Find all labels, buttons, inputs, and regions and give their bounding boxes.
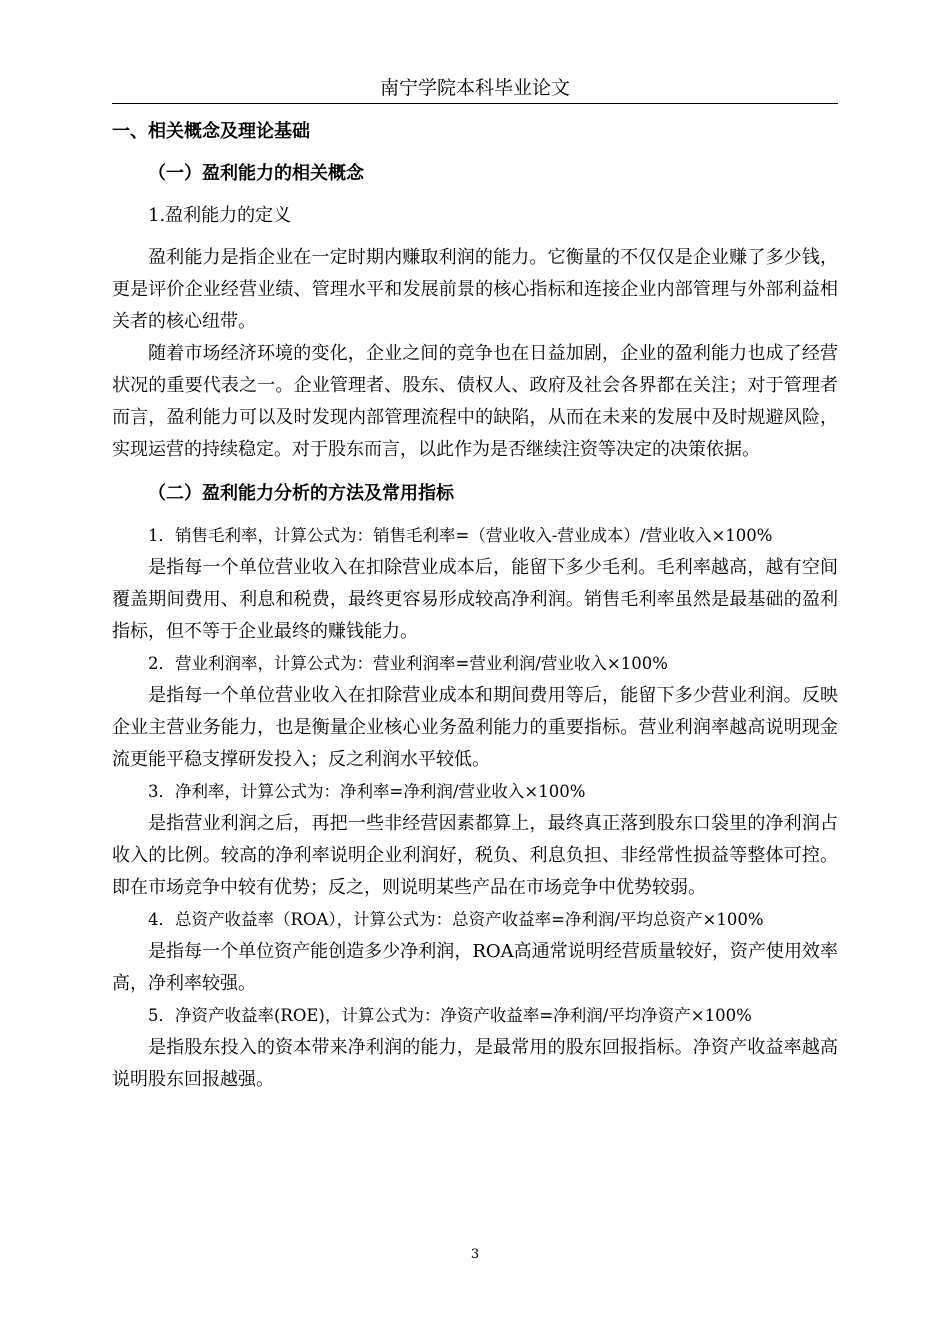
subsection-heading-1: （一）盈利能力的相关概念 (148, 163, 364, 184)
page-number: 3 (470, 1247, 480, 1262)
indicator-formula-5: 5．净资产收益率(ROE)，计算公式为：净资产收益率=净利润/平均净资产×100% (148, 1006, 752, 1025)
document-body (112, 116, 838, 1096)
indicator-desc-2: 是指每一个单位营业收入在扣除营业成本和期间费用等后，能留下多少营业利润。反映企业主营业务能力，也是衡量企业核心业务盈利能力的重要指标。营业利润率越高说明现金流更能平稳支撑研发投入；反之利润水平较低。 (112, 685, 838, 770)
header-rule (112, 103, 838, 104)
subsection-heading-2: （二）盈利能力分析的方法及常用指标 (148, 483, 454, 504)
paragraph-definition: 盈利能力是指企业在一定时期内赚取利润的能力。它衡量的不仅仅是企业赚了多少钱，更是评价企业经营业绩、管理水平和发展前景的核心指标和连接企业内部管理与外部利益相关者的核心纽带。 (112, 247, 838, 332)
indicator-formula-3: 3．净利率，计算公式为：净利率=净利润/营业收入×100% (148, 782, 586, 801)
paragraph-context: 随着市场经济环境的变化，企业之间的竞争也在日益加剧，企业的盈利能力也成了经营状况的重要代表之一。企业管理者、股东、债权人、政府及社会各界都在关注；对于管理者而言，盈利能力可以及时发现内部管理流程中的缺陷，从而在未来的发展中及时规避风险，实现运营的持续稳定。对于股东而言，以此作为是否继续注资等决定的决策依据。 (112, 343, 838, 460)
section-heading: 一、相关概念及理论基础 (112, 121, 310, 142)
indicator-formula-1: 1．销售毛利率，计算公式为：销售毛利率=（营业收入-营业成本）/营业收入×100% (148, 526, 773, 545)
indicator-desc-4: 是指每一个单位资产能创造多少净利润，ROA高通常说明经营质量较好，资产使用效率高，净利率较强。 (112, 941, 838, 994)
indicator-desc-5: 是指股东投入的资本带来净利润的能力，是最常用的股东回报指标。净资产收益率越高说明股东回报越强。 (112, 1037, 838, 1090)
indicator-formula-4: 4．总资产收益率（ROA），计算公式为：总资产收益率=净利润/平均总资产×100% (148, 910, 764, 929)
indicator-desc-3: 是指营业利润之后，再把一些非经营因素都算上，最终真正落到股东口袋里的净利润占收入的比例。较高的净利率说明企业利润好，税负、利息负担、非经常性损益等整体可控。即在市场竞争中较有优势；反之，则说明某些产品在市场竞争中优势较弱。 (112, 813, 838, 898)
indicator-formula-2: 2．营业利润率，计算公式为：营业利润率=营业利润/营业收入×100% (148, 654, 668, 673)
running-header: 南宁学院本科毕业论文 (379, 77, 570, 99)
indicator-desc-1: 是指每一个单位营业收入在扣除营业成本后，能留下多少毛利。毛利率越高，越有空间覆盖期间费用、利息和税费，最终更容易形成较高净利润。销售毛利率虽然是最基础的盈利指标，但不等于企业最终的赚钱能力。 (112, 557, 838, 642)
item-title-definition: 1.盈利能力的定义 (148, 205, 292, 226)
